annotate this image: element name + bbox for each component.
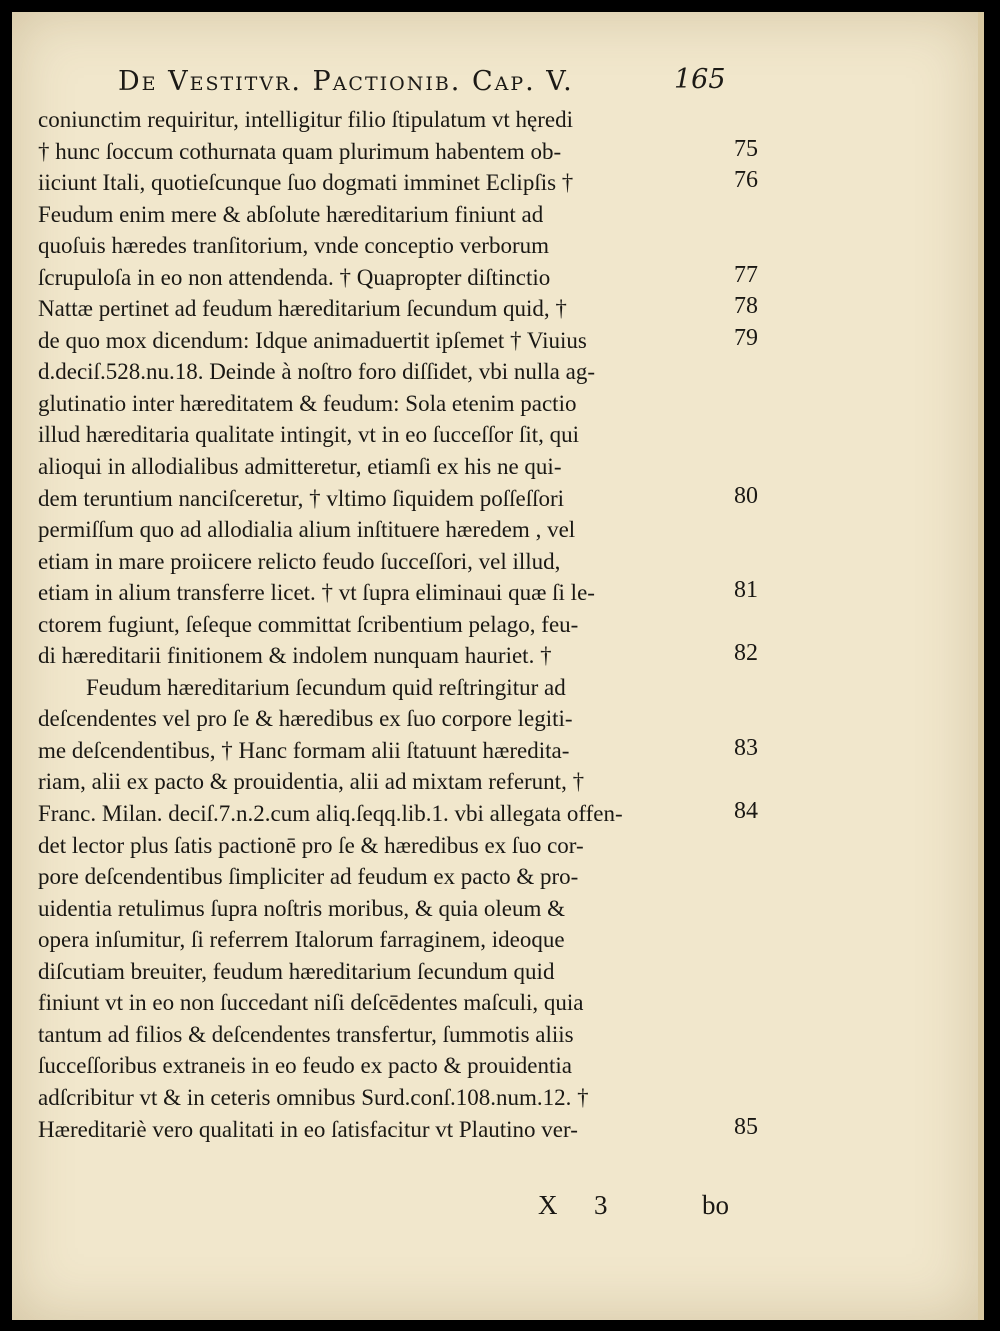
text-line: glutinatio inter hæreditatem & feudum: Sola etenim pactio <box>38 390 577 416</box>
text-line: ſucceſſoribus extraneis in eo feudo ex pacto & prouidentia <box>38 1053 572 1079</box>
margin-number: 82 <box>734 640 758 667</box>
text-line: riam, alii ex pacto & prouidentia, alii ad mixtam referunt, † <box>38 769 585 795</box>
text-line: uidentia retulimus ſupra noſtris moribus, & quia oleum & <box>38 895 566 921</box>
text-line: opera inſumitur, ſi referrem Italorum farraginem, ideoque <box>38 927 565 953</box>
catchword: bo <box>702 1190 729 1220</box>
text-line: iiciunt Itali, quotieſcunque ſuo dogmati imminet Eclipſis † <box>38 170 574 196</box>
text-line: pore deſcendentibus ſimpliciter ad feudum ex pacto & pro- <box>38 864 579 890</box>
margin-number: 85 <box>734 1113 758 1140</box>
margin-number: 80 <box>734 482 758 509</box>
margin-number: 75 <box>734 135 758 162</box>
text-line: illud hæreditaria qualitate intingit, vt in eo ſucceſſor ſit, qui <box>38 422 580 448</box>
text-line: det lector plus ſatis pactionē pro ſe & hæredibus ex ſuo cor- <box>38 832 584 858</box>
text-line: permiſſum quo ad allodialia alium inſtituere hæredem , vel <box>38 517 576 543</box>
text-line: † hunc ſoccum cothurnata quam plurimum habentem ob- <box>38 138 562 164</box>
page-edge <box>978 12 984 1320</box>
text-line: etiam in alium transferre licet. † vt ſupra eliminaui quæ ſi le- <box>38 580 595 606</box>
text-line: me deſcendentibus, † Hanc formam alii ſtatuunt hæredita- <box>38 737 570 763</box>
text-line: de quo mox dicendum: Idque animaduertit ipſemet † Viuius <box>38 327 587 353</box>
text-line: quoſuis hæredes tranſitorium, vnde conceptio verborum <box>38 233 549 259</box>
text-line: dem teruntium nanciſceretur, † vltimo ſiquidem poſſeſſori <box>38 485 565 511</box>
margin-number: 84 <box>734 798 758 825</box>
margin-number: 83 <box>734 735 758 761</box>
text-line: finiunt vt in eo non ſuccedant niſi deſcēdentes maſculi, quia <box>38 990 584 1016</box>
text-line: Nattæ pertinet ad feudum hæreditarium ſecundum quid, † <box>38 296 567 322</box>
margin-number: 79 <box>734 324 758 351</box>
text-line: d.deciſ.528.nu.18. Deinde à noſtro foro diſſidet, vbi nulla ag- <box>38 359 595 385</box>
text-line: alioqui in allodialibus admitteretur, etiamſi ex his ne qui- <box>38 454 562 480</box>
margin-number: 77 <box>734 261 758 288</box>
text-line: ctorem fugiunt, ſeſeque committat ſcribentium pelago, feu- <box>38 611 579 637</box>
margin-number: 78 <box>734 293 758 320</box>
signature-letter: X <box>538 1190 558 1220</box>
text-block <box>38 104 738 1145</box>
page-number: 165 <box>674 64 726 95</box>
text-line: deſcendentes vel pro ſe & hæredibus ex ſuo corpore legiti- <box>38 706 573 732</box>
text-line: Hæreditariè vero qualitati in eo ſatisfacitur vt Plautino ver- <box>38 1116 578 1142</box>
text-line: adſcribitur vt & in ceteris omnibus Surd.conſ.108.num.12. † <box>38 1084 589 1110</box>
signature-number: 3 <box>594 1190 608 1220</box>
text-line: coniunctim requiritur, intelligitur filio ſtipulatum vt hęredi <box>38 107 573 132</box>
text-line: Feudum enim mere & abſolute hæreditarium finiunt ad <box>38 201 544 227</box>
text-line: Feudum hæreditarium ſecundum quid reſtringitur ad <box>86 674 566 700</box>
text-line: Franc. Milan. deciſ.7.n.2.cum aliq.ſeqq.lib.1. vbi allegata offen- <box>38 801 623 827</box>
text-line: diſcutiam breuiter, feudum hæreditarium ſecundum quid <box>38 958 555 984</box>
running-head: De Vestitvr. Pactionib. Cap. V. <box>118 66 574 97</box>
text-line: di hæreditarii finitionem & indolem nunquam hauriet. † <box>38 643 552 669</box>
text-line: tantum ad filios & deſcendentes transfertur, ſummotis aliis <box>38 1021 574 1047</box>
margin-number: 81 <box>734 577 758 604</box>
text-line: ſcrupuloſa in eo non attendenda. † Quapropter diſtinctio <box>38 264 551 290</box>
text-line: etiam in mare proiicere relicto feudo ſucceſſori, vel illud, <box>38 548 561 574</box>
margin-number: 76 <box>734 167 758 194</box>
